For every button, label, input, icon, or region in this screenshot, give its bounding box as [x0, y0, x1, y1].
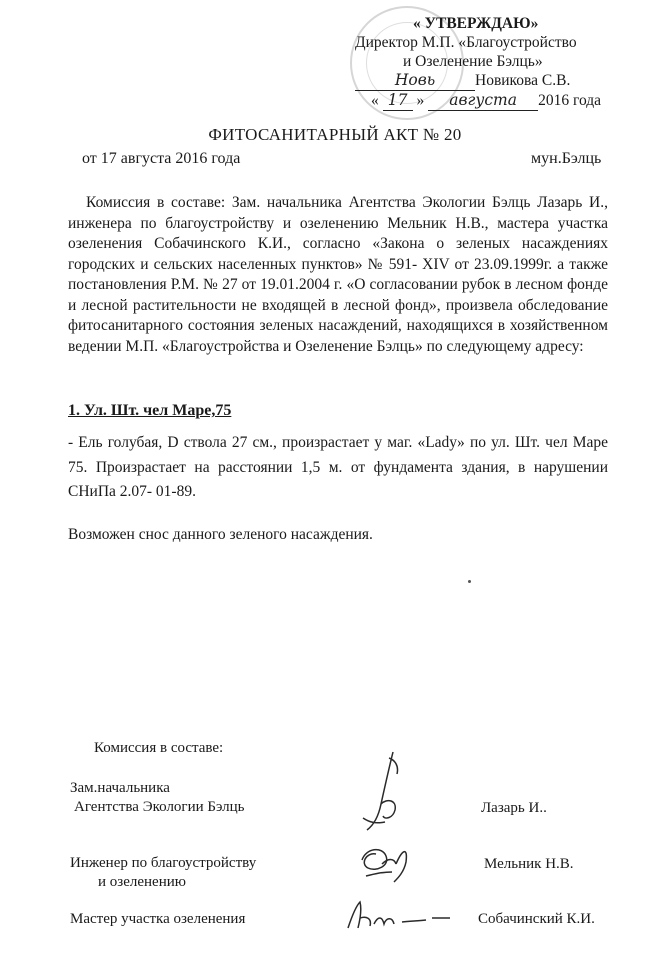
date-close-quote: » — [416, 92, 425, 109]
member-1-role-line-1: Зам.начальника — [70, 780, 170, 796]
date-open-quote: « — [371, 92, 379, 109]
member-3-role: Мастер участка озеленения — [70, 911, 246, 927]
approval-year: 2016 года — [538, 92, 602, 109]
approval-line-1: Директор М.П. «Благоустройство — [355, 34, 577, 51]
section-title: 1. Ул. Шт. чел Маре,75 — [68, 402, 232, 419]
signature-2 — [352, 838, 432, 888]
approval-heading: « УТВЕРЖДАЮ» — [413, 15, 539, 32]
signature-1 — [345, 748, 425, 838]
conclusion-text: Возможен снос данного зеленого насаждения. — [68, 526, 373, 543]
document-place: мун.Бэлць — [531, 150, 602, 167]
intro-paragraph: Комиссия в составе: Зам. начальника Агентства Экологии Бэлць Лазарь И., инженера по благоустройству и озеленению Мельник Н.В., мастера участка озеленения Собачинского К.И., согласно «Закона о зеленых насаждениях городских и сельских населенных пунктов» № 591- XIV от 23.09.1999г. а также постановления Р.М. № 27 от 19.01.2004 г. «О согласовании рубок в лесном фонде и лесной растительности не входящей в лесной фонд», произвела обследование фитосанитарного состояния зеленых насаждений, находящихся в хозяйственном ведении М.П. «Благоустройства и Озеленение Бэлць» по следующему адресу: — [68, 194, 608, 355]
member-2-role-line-1: Инженер по благоустройству — [70, 855, 257, 871]
approval-date — [355, 91, 645, 111]
director-signature: Новь — [355, 71, 475, 91]
member-2-name: Мельник Н.В. — [484, 856, 574, 872]
member-3-name: Собачинский К.И. — [478, 911, 595, 927]
signatures-heading: Комиссия в составе: — [94, 740, 224, 756]
member-2-role-line-2: и озеленению — [98, 874, 186, 890]
document-date: от 17 августа 2016 года — [82, 150, 241, 167]
approval-block — [355, 14, 645, 111]
approval-signature-line — [355, 71, 645, 91]
document-title: ФИТОСАНИТАРНЫЙ АКТ № 20 — [208, 125, 462, 144]
signature-3 — [340, 896, 460, 936]
member-1-name: Лазарь И.. — [481, 800, 547, 816]
scan-speck — [468, 580, 471, 583]
approval-day: 17 — [383, 91, 413, 111]
approval-line-2: и Озеленение Бэлць» — [403, 53, 543, 70]
member-1-role-line-2: Агентства Экологии Бэлць — [74, 799, 245, 815]
item-text: - Ель голубая, D ствола 27 см., произрастает у маг. «Lady» по ул. Шт. чел Маре 75. Произрастает на расстоянии 1,5 м. от фундамента здания, в нарушении СНиПа 2.07- 01-89. — [68, 434, 608, 500]
approval-month: августа — [428, 91, 538, 111]
director-name: Новикова С.В. — [475, 72, 571, 89]
